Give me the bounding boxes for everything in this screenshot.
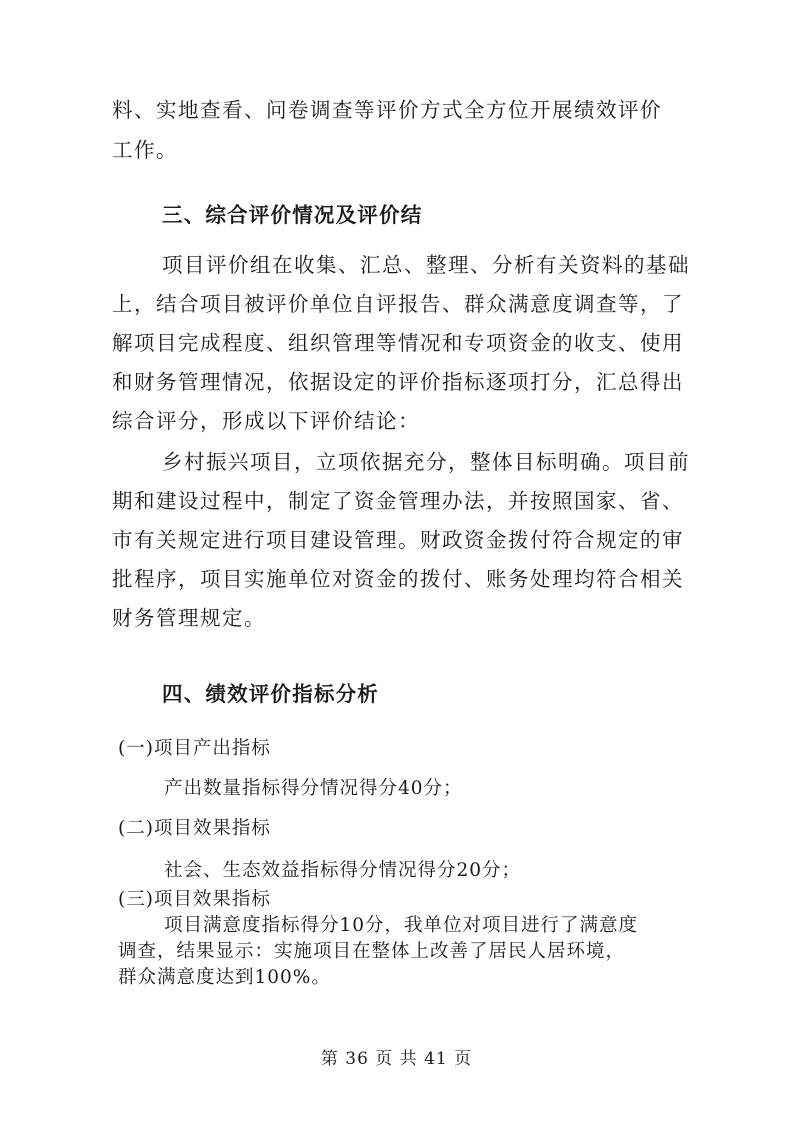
section-3-para-1-line-2: 上，结合项目被评价单位自评报告、群众满意度调查等，了	[112, 292, 684, 316]
section-3-para-1-line-4: 和财务管理情况，依据设定的评价指标逐项打分，汇总得出	[112, 370, 684, 394]
indicator-3-line-1: 项目满意度指标得分10分，我单位对项目进行了满意度	[164, 915, 639, 936]
intro-line-2: 工作。	[112, 138, 178, 162]
page-number: 第 36 页 共 41 页	[320, 1049, 473, 1069]
section-3-para-2-line-5: 财务管理规定。	[112, 606, 266, 630]
indicator-3-title: (三)项目效果指标	[118, 889, 271, 910]
section-3-para-1-line-3: 解项目完成程度、组织管理等情况和专项资金的收支、使用	[112, 331, 684, 355]
section-3-para-1-line-1: 项目评价组在收集、汇总、整理、分析有关资料的基础	[162, 253, 690, 277]
intro-line-1: 料、实地查看、问卷调查等评价方式全方位开展绩效评价	[112, 98, 662, 122]
section-3-para-1-line-5: 综合评分，形成以下评价结论：	[112, 409, 420, 433]
indicator-2-title: (二)项目效果指标	[118, 818, 271, 839]
indicator-2-text: 社会、生态效益指标得分情况得分20分；	[164, 860, 522, 881]
section-3-para-2-line-1: 乡村振兴项目，立项依据充分，整体目标明确。项目前	[162, 450, 690, 474]
section-3-para-2-line-2: 期和建设过程中，制定了资金管理办法，并按照国家、省、	[112, 489, 684, 513]
indicator-3-line-2: 调查，结果显示：实施项目在整体上改善了居民人居环境，	[118, 941, 626, 962]
indicator-3-line-3: 群众满意度达到100%。	[118, 967, 331, 988]
section-3-heading: 三、综合评价情况及评价结	[162, 203, 423, 227]
indicator-1-text: 产出数量指标得分情况得分40分；	[164, 778, 463, 799]
section-3-para-2-line-3: 市有关规定进行项目建设管理。财政资金拨付符合规定的审	[112, 528, 684, 552]
section-3-para-2-line-4: 批程序，项目实施单位对资金的拨付、账务处理均符合相关	[112, 567, 684, 591]
section-4-heading: 四、绩效评价指标分析	[162, 682, 379, 706]
indicator-1-title: (一)项目产出指标	[118, 738, 271, 759]
